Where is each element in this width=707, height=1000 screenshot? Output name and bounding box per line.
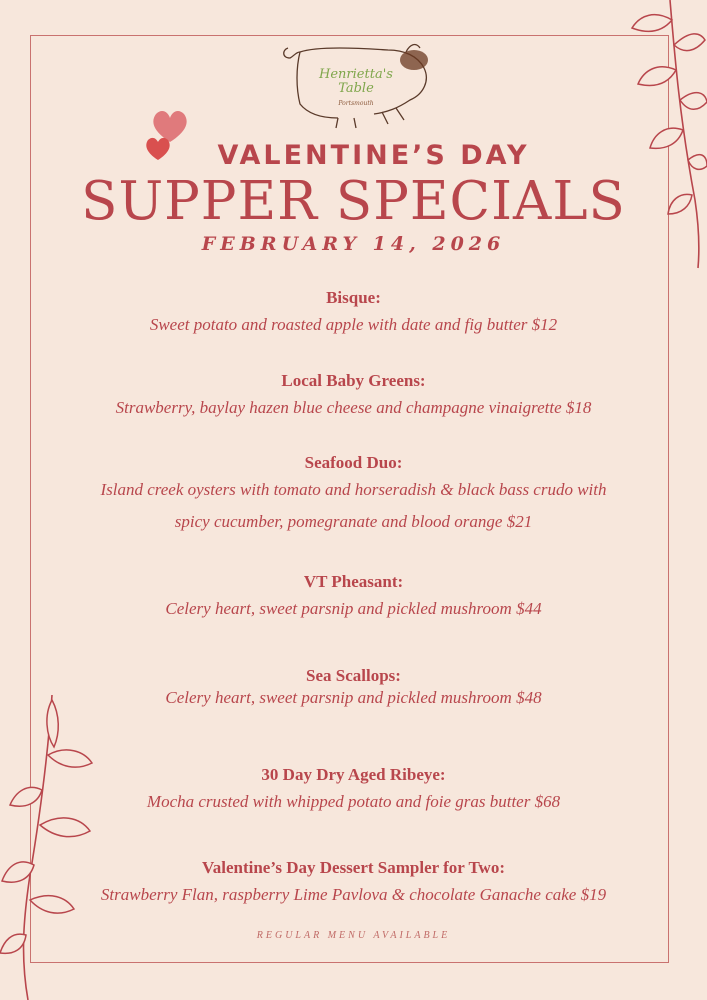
menu-item-desc: Sweet potato and roasted apple with date and fig butter $12 bbox=[149, 315, 558, 334]
menu-item-name: Local Baby Greens: bbox=[281, 371, 426, 390]
menu-item-vt-pheasant bbox=[40, 571, 667, 625]
logo-subtitle: Portsmouth bbox=[338, 100, 374, 107]
menu-item-name: Sea Scallops: bbox=[306, 666, 401, 685]
menu-item-desc: Mocha crusted with whipped potato and foie gras butter $68 bbox=[146, 792, 561, 811]
menu-item-name: Bisque: bbox=[326, 288, 381, 307]
menu-item-dessert-sampler bbox=[40, 857, 667, 911]
title-valentines-day: VALENTINE’S DAY bbox=[217, 140, 530, 171]
menu-item-name: 30 Day Dry Aged Ribeye: bbox=[261, 765, 446, 784]
menu-item-ribeye bbox=[40, 764, 667, 818]
menu-item-desc: Island creek oysters with tomato and horseradish & black bass crudo with bbox=[100, 480, 607, 499]
logo-wordmark: Henrietta's Table bbox=[319, 67, 393, 96]
menu-item-desc: spicy cucumber, pomegranate and blood orange $21 bbox=[174, 512, 533, 531]
menu-item-baby-greens bbox=[40, 370, 667, 424]
title-supper-specials: SUPPER SPECIALS bbox=[81, 171, 626, 232]
menu-item-desc: Strawberry Flan, raspberry Lime Pavlova & chocolate Ganache cake $19 bbox=[100, 885, 607, 904]
menu-item-name: Valentine’s Day Dessert Sampler for Two: bbox=[202, 858, 505, 877]
menu-item-bisque bbox=[40, 287, 667, 341]
menu-item-desc: Celery heart, sweet parsnip and pickled mushroom $44 bbox=[165, 599, 542, 618]
leaf-branch-bottom-left bbox=[0, 695, 110, 1000]
menu-item-desc: Strawberry, baylay hazen blue cheese and champagne vinaigrette $18 bbox=[115, 398, 592, 417]
menu-item-desc: Celery heart, sweet parsnip and pickled mushroom $48 bbox=[165, 688, 542, 707]
menu-item-name: VT Pheasant: bbox=[303, 572, 404, 591]
regular-menu-note: REGULAR MENU AVAILABLE bbox=[256, 930, 451, 941]
menu-item-name: Seafood Duo: bbox=[304, 453, 403, 472]
event-date: FEBRUARY 14, 2026 bbox=[201, 233, 506, 255]
menu-item-seafood-duo bbox=[40, 452, 667, 538]
menu-item-sea-scallops bbox=[40, 665, 667, 709]
